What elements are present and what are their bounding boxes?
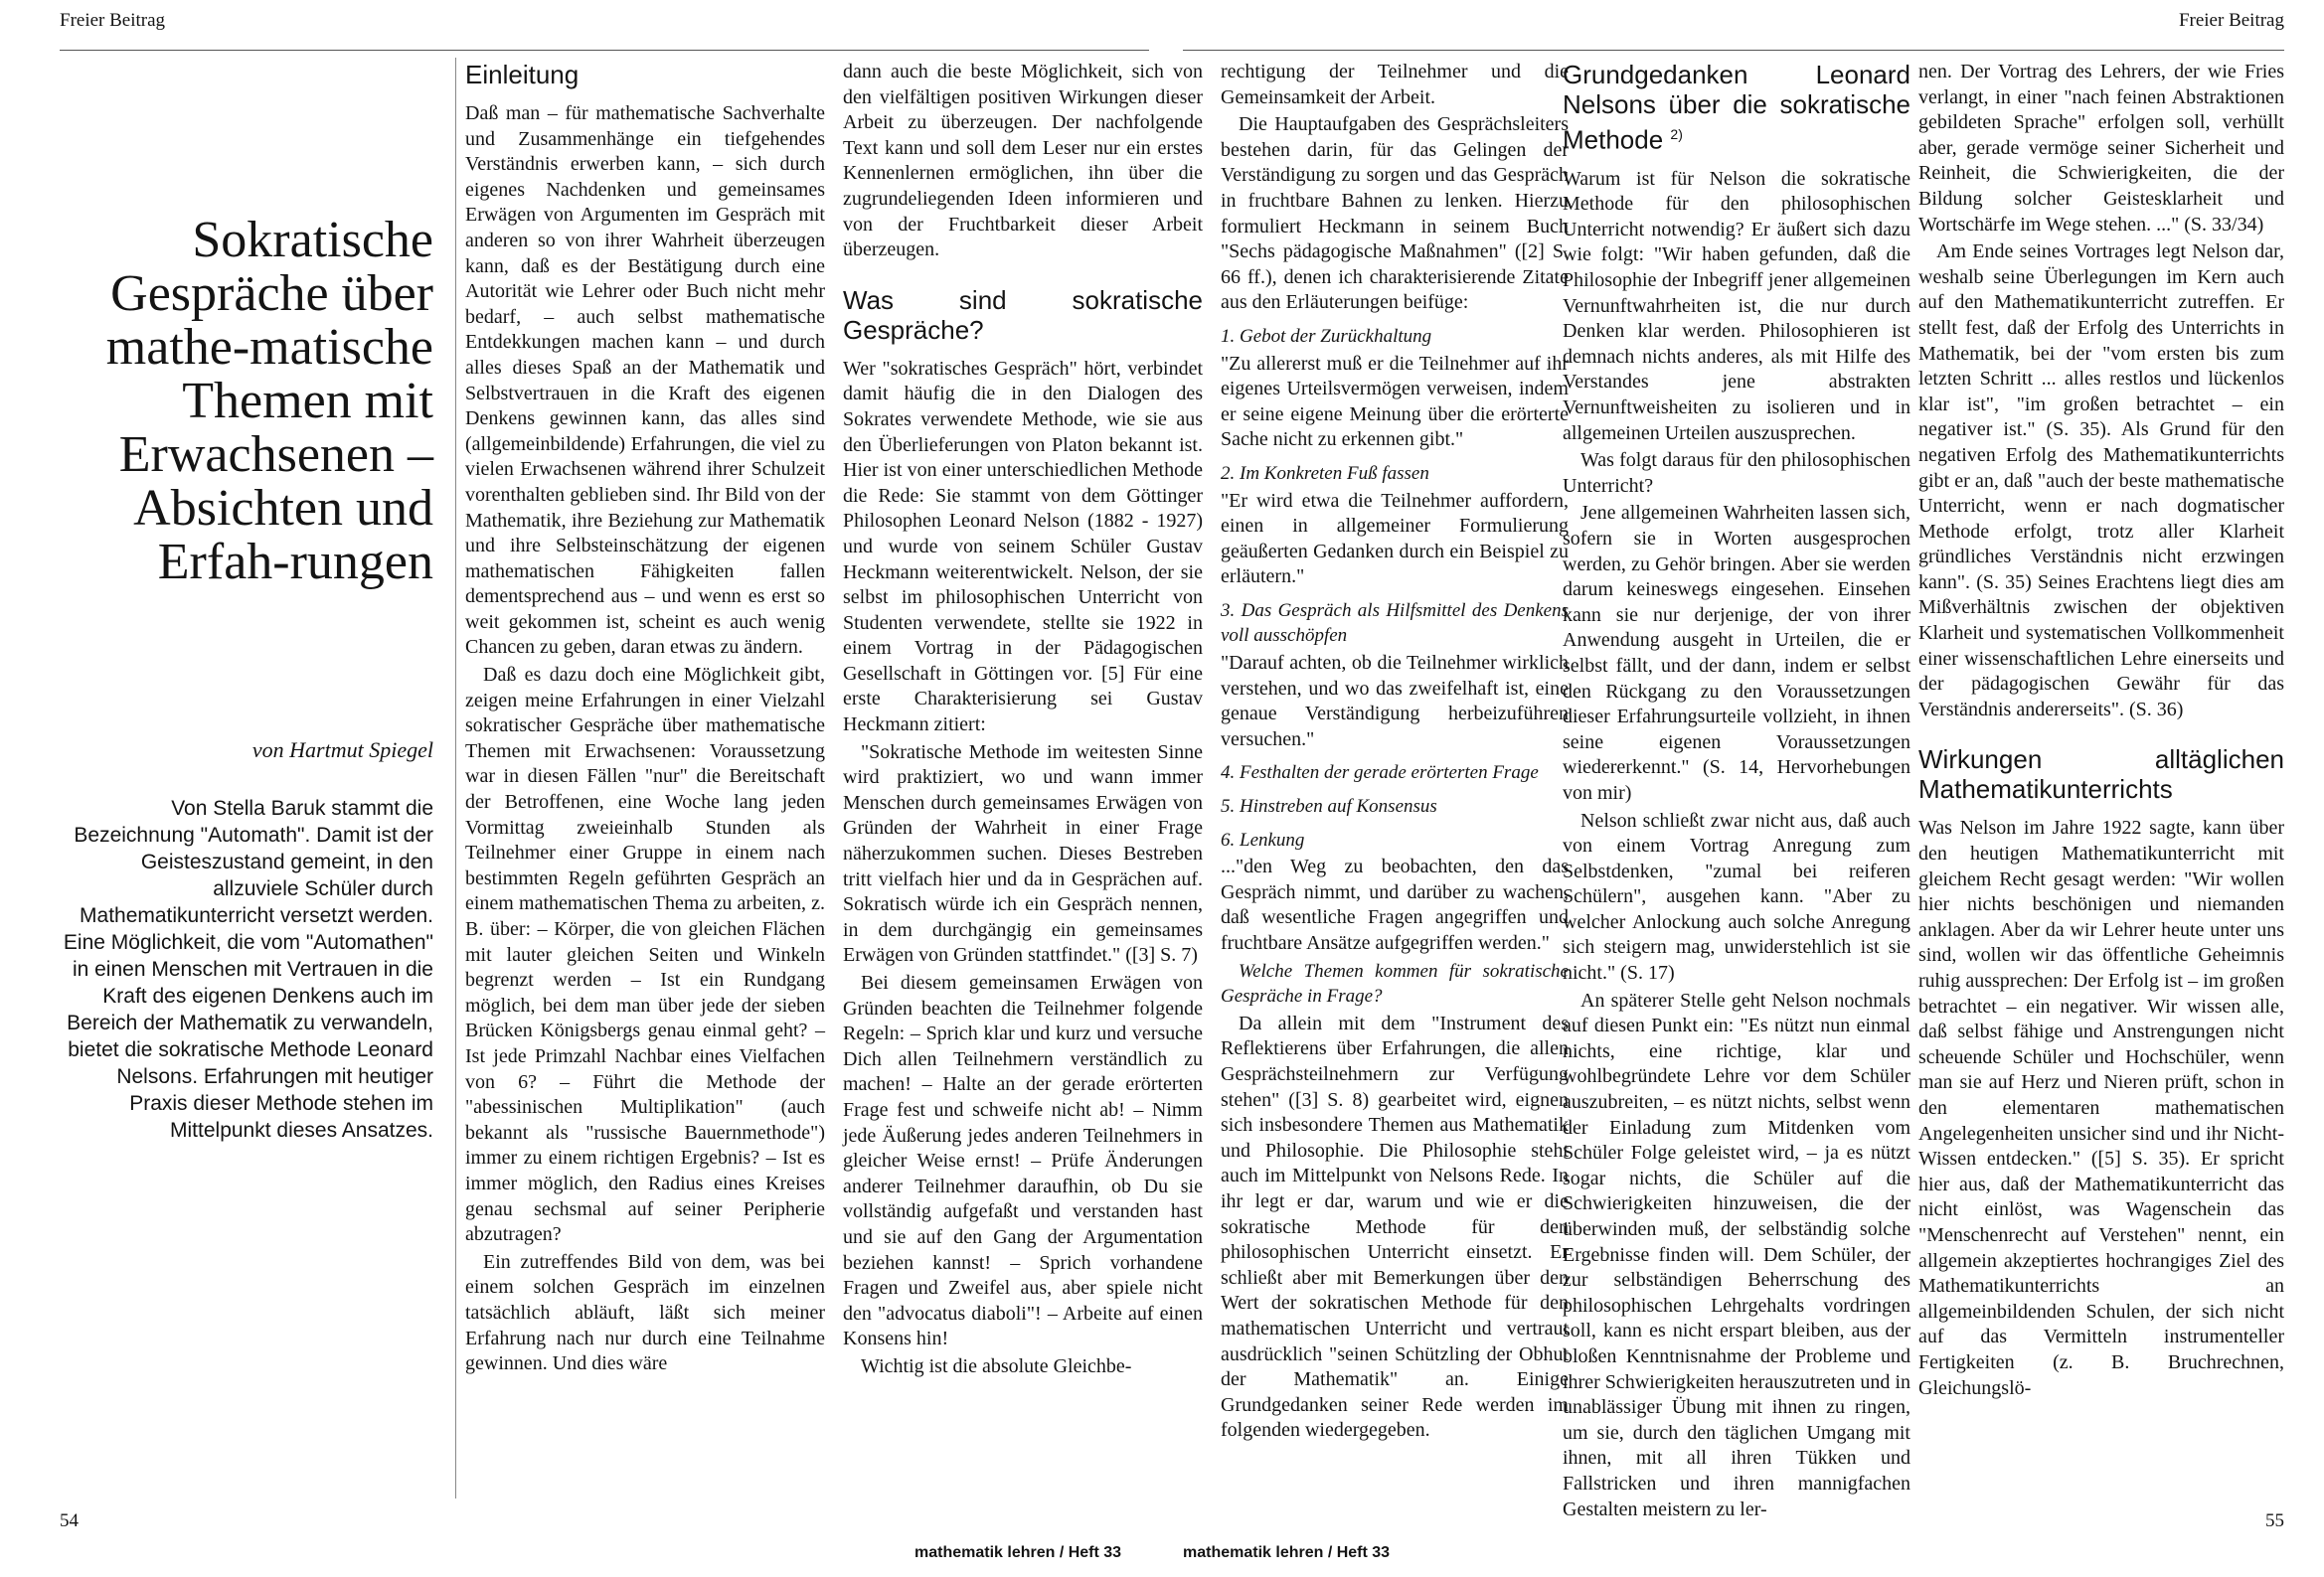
column-5 [1918, 60, 2284, 1500]
subheading: 5. Hinstreben auf Konsensus [1221, 796, 1437, 818]
header-rule-right [1183, 50, 2284, 51]
section-heading-einleitung: Einleitung [465, 60, 580, 89]
article-abstract: Von Stella Baruk stammt die Bezeichnung "Automath". Damit ist der Geisteszustand gemeint, in den allzuviele Schüler durch Mathematikunterricht versetzt werden. Eine Möglichkeit, die vom "Automathen" in einen Menschen mit Vertrauen in die Kraft des eigenen Denkens auch im Bereich der Mathematik zu verwandeln, bietet die sokratische Methode Leonard Nelsons. Erfahrungen mit heutiger Praxis dieser Methode stehen im Mittelpunkt dieses Ansatzes. [63, 797, 433, 1142]
quote: "Er wird etwa die Teilnehmer auffordern, einen in allgemeiner Formulierung geäußerten Gedanken durch ein Beispiel zu erläutern." [1221, 489, 1569, 588]
section-heading-wirkungen: Wirkungen alltäglichen Mathematikunterrichts [1918, 744, 2284, 805]
quote: ..."den Weg zu beobachten, den das Gespräch nimmt, und darüber zu wachen, daß wesentliche Fragen angegriffen und fruchtbare Ansätze aufgegriffen werden." [1221, 856, 1569, 954]
paragraph: Daß man – für mathematische Sachverhalte und Zusammenhänge ein tiefgehendes Verständnis erwerben kann, – sich durch eigenes Nachdenken und gemeinsames Erwägen von Argumenten im Gespräch mit anderen so von ihrer Wahrheit überzeugen kann, daß es der Bestätigung durch eine Autorität wie Lehrer oder Buch nicht mehr bedarf, – auch selbst mathematische Entdekkungen machen kann – und durch alles dieses Spaß an der Mathematik und Selbstvertrauen in die Kraft des eigenen Denkens gewinnen kann, das alles sind (allgemeinbildende) Erfahrungen, die viel zu vielen Erwachsenen während ihrer Schulzeit vorenthalten geblieben sind. Ihr Bild von der Mathematik, ihre Beziehung zur Mathematik und ihre Selbsteinschätzung der eigenen mathematischen Fähigkeiten fallen dementsprechend aus – und wenn es erst so weit gekommen ist, scheint es auch wenig Chancen zu geben, daran etwas zu ändern. [465, 102, 825, 659]
subheading: Welche Themen kommen für sokratische Gespräche in Frage? [1221, 960, 1569, 1008]
quote: "Zu allererst muß er die Teilnehmer auf ihr eigenes Urteilsvermögen verweisen, indem er seine eigene Meinung über die erörterte Sache nicht zu erkennen gibt." [1221, 352, 1569, 451]
journal-footer-right: mathematik lehren / Heft 33 [1183, 1544, 1391, 1561]
paragraph: An späterer Stelle geht Nelson nochmals auf diesen Punkt ein: "Es nützt nun einmal nichts, eine richtige, klar und wohlbegründete Lehre vor dem Schüler auszubreiten, – es nützt nichts, selbst wenn der Einladung zum Mitdenken vom Schüler Folge geleistet wird, – ja es nützt sogar nichts, die Schüler auf die Schwierigkeiten hinzuweisen, die der überwinden muß, der selbständig solche Ergebnisse finden will. Dem Schüler, der zur selbständigen Beherrschung des philosophischen Lehrgehalts vordringen soll, kann es nicht erspart bleiben, aus der bloßen Kenntnisnahme der Probleme und ihrer Schwierigkeiten herauszutreten und in unablässiger Übung mit ihnen zu ringen, um sie, durch den täglichen Umgang mit ihnen, mit all ihren Tükken und Fallstricken und ihren mannigfachen Gestalten meistern zu ler- [1563, 989, 1910, 1520]
article-title: Sokratische Gespräche über mathe-matische Themen mit Erwachsenen – Absichten und Erfah-rungen [105, 212, 433, 590]
subheading: 3. Das Gespräch als Hilfsmittel des Denkens voll ausschöpfen [1221, 599, 1569, 647]
footnote-marker: 2) [1670, 126, 1683, 142]
heading-text: Grundgedanken Leonard Nelsons über die sokratische Methode [1563, 60, 1910, 155]
quote: "Darauf achten, ob die Teilnehmer wirklich verstehen, und wo das zweifelhaft ist, eine genaue Verständigung herbeizuführen versuchen." [1221, 652, 1569, 750]
paragraph: Die Hauptaufgaben des Gesprächsleiters bestehen darin, für das Gelingen der Verständigung zu sorgen und das Gespräch in fruchtbare Bahnen zu lenken. Hierzu formuliert Heckmann in seinem Buch "Sechs pädagogische Maßnahmen" ([2] S. 66 ff.), denen ich charakterisierende Zitate aus den Erläuterungen beifüge: [1221, 113, 1569, 314]
paragraph: Am Ende seines Vortrages legt Nelson dar, weshalb seine Überlegungen im Kern auch auf den Mathematikunterricht zutreffen. Er stellt fest, daß der Erfolg des Unterrichts in Mathematik, bei der "vom ersten bis zum letzten Schritt ... alles restlos und lückenlos klar ist", "im großen betrachtet – ein negativer ist." (S. 35). Als Grund für den negativen Erfolg des Mathematikunterrichts gibt er an, daß "auch der beste mathematische Unterricht, wenn er nach dogmatischer Methode erfolgt, trotz aller Klarheit gründliches Verständnis nicht erzwingen kann". (S. 35) Seines Erachtens liegt dies am Mißverhältnis zwischen der objektiven Klarheit und systematischen Vollkommenheit einer wissenschaftlichen Lehre einerseits und der pädagogischen Gewähr für das Verständnis andererseits". (S. 36) [1918, 240, 2284, 720]
paragraph: Daß es dazu doch eine Möglichkeit gibt, zeigen meine Erfahrungen in einer Vielzahl sokratischer Gespräche über mathematische Themen mit Erwachsenen: Voraussetzung war in diesen Fällen "nur" die Bereitschaft der Betroffenen, eine Woche lang jeden Vormittag zweieinhalb Stunden als Teilnehmer einer Gruppe in einem nach bestimmten Regeln geführten Gespräch an einem mathematischen Thema zu arbeiten, z. B. über: – Körper, die von gleichen Flächen mit lauter gleichen Seiten und Winkeln begrenzt werden – Ist ein Rundgang möglich, bei dem man über jede der sieben Brücken Königsbergs genau einmal geht? – Ist jede Primzahl Nachbar eines Vielfachen von 6? – Führt die Methode der "abessinischen Multiplikation" (auch bekannt als "russische Bauernmethode") immer zu einem richtigen Ergebnis? – Ist es immer möglich, den Radius eines Kreises genau sechsmal auf seiner Peripherie abzutragen? [465, 664, 825, 1246]
paragraph: rechtigung der Teilnehmer und die Gemeinsamkeit der Arbeit. [1221, 61, 1569, 108]
paragraph: Was folgt daraus für den philosophischen Unterricht? [1563, 449, 1910, 497]
column-3 [1221, 60, 1569, 1500]
page-number-left: 54 [60, 1510, 79, 1531]
column-2 [843, 60, 1203, 1500]
article-author: von Hartmut Spiegel [251, 737, 433, 762]
running-head-left: Freier Beitrag [60, 10, 166, 31]
paragraph: Ein zutreffendes Bild von dem, was bei einem solchen Gespräch im einzelnen tatsächlich abläuft, läßt sich meiner Erfahrung nach nur durch eine Teilnahme gewinnen. Und dies wäre [465, 1250, 825, 1375]
subheading: 2. Im Konkreten Fuß fassen [1221, 462, 1429, 484]
paragraph: Jene allgemeinen Wahrheiten lassen sich, sofern sie in Worten ausgesprochen werden, zu Gehör bringen. Aber sie werden darum keineswegs eingesehen. Einsehen kann sie nur derjenige, der von ihrer Anwendung ausgeht in Urteilen, die er selbst fällt, und der dann, indem er selbst den Rückgang zu den Voraussetzungen dieser Erfahrungsurteile vollzieht, in ihnen seine eigenen Voraussetzungen wiedererkennt." (S. 14, Hervorhebungen von mir) [1563, 502, 1910, 804]
subheading: 4. Festhalten der gerade erörterten Frage [1221, 762, 1539, 784]
paragraph: nen. Der Vortrag des Lehrers, der wie Fries verlangt, in einer "nach feinen Abstraktionen gebildeten Sprache" erfolgen soll, verhüllt aber, gerade vermöge seiner Sicherheit und Reinheit, die Schwierigkeiten, die der Bildung solcher Geistesklarheit und Wortschärfe im Wege stehen. ..." (S. 33/34) [1918, 61, 2284, 236]
paragraph: Da allein mit dem "Instrument des Reflektierens über Erfahrungen, die allen Gesprächsteilnehmern zur Verfügung stehen" ([3] S. 8) gearbeitet wird, eignen sich insbesondere Themen aus Mathematik und Philosophie. Die Philosophie steht auch im Mittelpunkt von Nelsons Rede. In ihr legt er dar, warum und wie er die sokratische Methode für den philosophischen Unterricht einsetzt. Er schließt aber mit Bemerkungen über den Wert der sokratischen Methode für den mathematischen Unterricht und vertraut ausdrücklich "seinen Schützling der Obhut der Mathematik" an. Einige Grundgedanken seiner Rede werden im folgenden wiedergegeben. [1221, 1012, 1569, 1442]
subheading: 1. Gebot der Zurückhaltung [1221, 325, 1432, 347]
column-divider [455, 58, 456, 1498]
section-heading-grundgedanken [1563, 60, 1910, 155]
paragraph: Wichtig ist die absolute Gleichbe- [861, 1354, 1132, 1377]
subheading: 6. Lenkung [1221, 829, 1305, 851]
paragraph: Nelson schließt zwar nicht aus, daß auch von einem Vortrag Anregung zum Selbstdenken, "zumal bei reiferen Schülern", ausgehen kann. "Aber zu welcher Anlockung auch solche Anregung sich steigern mag, unwiderstehlich ist sie nicht." (S. 17) [1563, 809, 1910, 985]
section-heading-was-sind: Was sind sokratische Gespräche? [843, 284, 1203, 345]
paragraph: Warum ist für Nelson die sokratische Methode für den philosophischen Unterricht notwendig? Er äußert sich dazu wie folgt: "Wir haben gefunden, daß die Philosophie der Inbegriff jener allgemeinen Vernunftwahrheiten ist, die nur durch Denken klar werden. Philosophieren ist demnach nichts anderes, als mit Hilfe des Verstandes jene abstrakten Vernunftweisheiten zu isolieren und in allgemeinen Urteilen auszusprechen. [1563, 167, 1910, 444]
paragraph: dann auch die beste Möglichkeit, sich von den vielfältigen positiven Wirkungen dieser Arbeit zu überzeugen. Der nachfolgende Text kann und soll dem Leser nur ein erstes Kennenlernen ermöglichen, ihn über die zugrundeliegenden Ideen informieren und von der Fruchtbarkeit dieser Arbeit überzeugen. [843, 61, 1203, 261]
paragraph: Was Nelson im Jahre 1922 sagte, kann über den heutigen Mathematikunterricht mit gleichem Recht gesagt werden: "Wir wollen hier nichts beschönigen und niemanden anklagen. Aber da wir Lehrer heute unter uns sind, wollen wir das öffentliche Geheimnis ruhig aussprechen: Der Erfolg ist – im großen betrachtet – ein negativer. Wir wissen alle, daß selbst fähige und Anstrengungen nicht scheuende Schüler und Hochschüler, wenn man sie auf Herz und Nieren prüft, schon in den elementaren mathematischen Angelegenheiten unsicher sind und ihr Nicht-Wissen entdecken." ([5] S. 35). Er spricht hier aus, daß der Mathematikunterricht das nicht einlöst, was Wagenschein das "Menschenrecht auf Verstehen" nennt, ein allgemein akzeptiertes hochrangiges Ziel des Mathematikunterrichts an allgemeinbildenden Schulen, der sich nicht auf das Vermitteln instrumenteller Fertigkeiten (z. B. Bruchrechnen, Gleichungslö- [1918, 817, 2284, 1399]
page-number-right: 55 [2265, 1510, 2284, 1531]
column-1 [465, 60, 825, 1500]
quote: "Sokratische Methode im weitesten Sinne wird praktiziert, wo und wann immer Menschen durch gemeinsames Erwägen von Gründen der Wahrheit in einer Frage näherzukommen suchen. Dieses Bestreben tritt vielfach hier und da in Gesprächen auf. Sokratisch würde ich ein Gespräch nennen, in dem durchgängig ein gemeinsames Erwägen von Gründen stattfindet." ([3] S. 7) [843, 740, 1203, 967]
paragraph: Wer "sokratisches Gespräch" hört, verbindet damit häufig die in den Dialogen des Sokrates verwendete Methode, wie sie aus den Überlieferungen von Platon bekannt ist. Hier ist von einer unterschiedlichen Methode die Rede: Sie stammt von dem Göttinger Philosophen Leonard Nelson (1882 - 1927) und wurde von seinem Schüler Gustav Heckmann weiterentwickelt. Nelson, der sie selbst im philosophischen Unterricht von Studenten verwendete, stellte sie 1922 in einem Vortrag in der Pädagogischen Gesellschaft in Göttingen vor. [5] Für eine erste Charakterisierung sei Gustav Heckmann zitiert: [843, 357, 1203, 736]
running-head-right: Freier Beitrag [2178, 10, 2284, 31]
journal-footer-left: mathematik lehren / Heft 33 [914, 1544, 1122, 1561]
column-4 [1563, 60, 1910, 1520]
header-rule-left [60, 50, 1149, 51]
paragraph: Bei diesem gemeinsamen Erwägen von Gründen beachten die Teilnehmer folgende Regeln: – Sprich klar und kurz und versuche Dich allen Teilnehmern verständlich zu machen! – Halte an der gerade erörterten Frage fest und schweife nicht ab! – Nimm jede Äußerung jedes anderen Teilnehmers in gleicher Weise ernst! – Prüfe Änderungen anderer Teilnehmer daraufhin, ob Du sie vollständig aufgefaßt und verstanden hast und sie auf den Gang der Argumentation beziehen kannst! – Sprich vorhandene Fragen und Zweifel aus, aber spiele nicht den "advocatus diaboli"! – Arbeite auf einen Konsens hin! [843, 972, 1203, 1350]
